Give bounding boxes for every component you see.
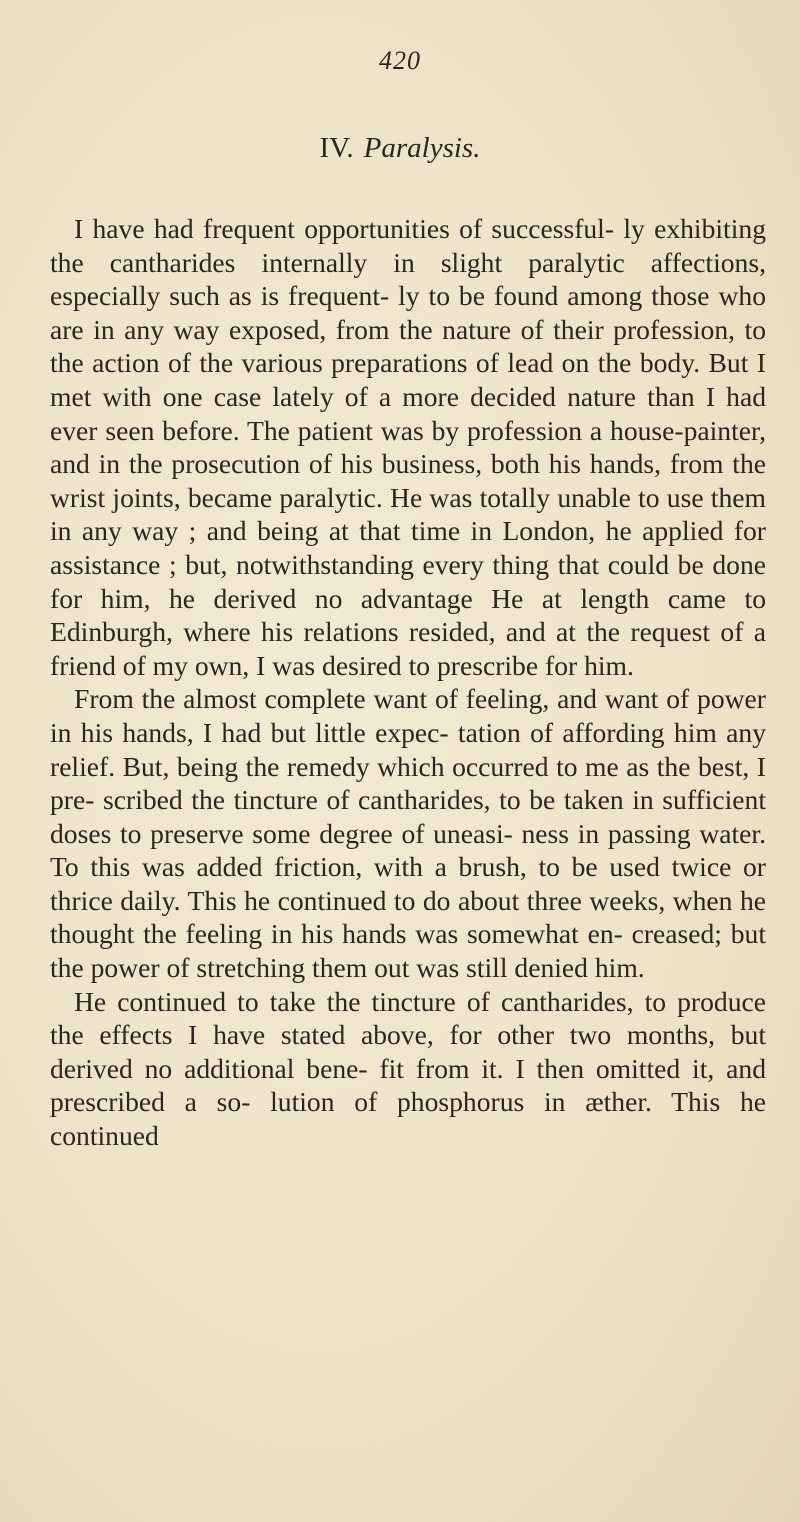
paragraph: I have had frequent opportunities of successful- ly exhibiting the cantharides internally in slight paralytic affections, especially such as is frequent- ly to be found among those who are in any way exposed, from the nature of their profession, to the action of the various preparations of lead on the body. But I met with one case lately of a more decided nature than I had ever seen before. The patient was by profession a house-painter, and in the prosecution of his business, both his hands, from the wrist joints, became paralytic. He was totally unable to use them in any way ; and being at that time in London, he applied for assistance ; but, notwithstanding every thing that could be done for him, he derived no advantage He at length came to Edinburgh, where his relations resided, and at the request of a friend of my own, I was desired to prescribe for him. [50,213,766,681]
section-title: Paralysis. [363,132,481,164]
body-text [50,212,766,1153]
section-heading [0,132,800,165]
section-numeral: IV. [319,132,354,164]
paragraph: He continued to take the tincture of cantharides, to produce the effects I have stated above, for other two months, but derived no additional bene- fit from it. I then omitted it, and prescribed a so- lution of phosphorus in æther. This he continued [50,985,766,1152]
page-number: 420 [379,46,421,75]
paragraph: From the almost complete want of feeling, and want of power in his hands, I had but little expec- tation of affording him any relief. But, being the remedy which occurred to me as the best, I pre- scribed the tincture of cantharides, to be taken in sufficient doses to preserve some degree of uneasi- ness in passing water. To this was added friction, with a brush, to be used twice or thrice daily. This he continued to do about three weeks, when he thought the feeling in his hands was somewhat en- creased; but the power of stretching them out was still denied him. [50,683,766,984]
